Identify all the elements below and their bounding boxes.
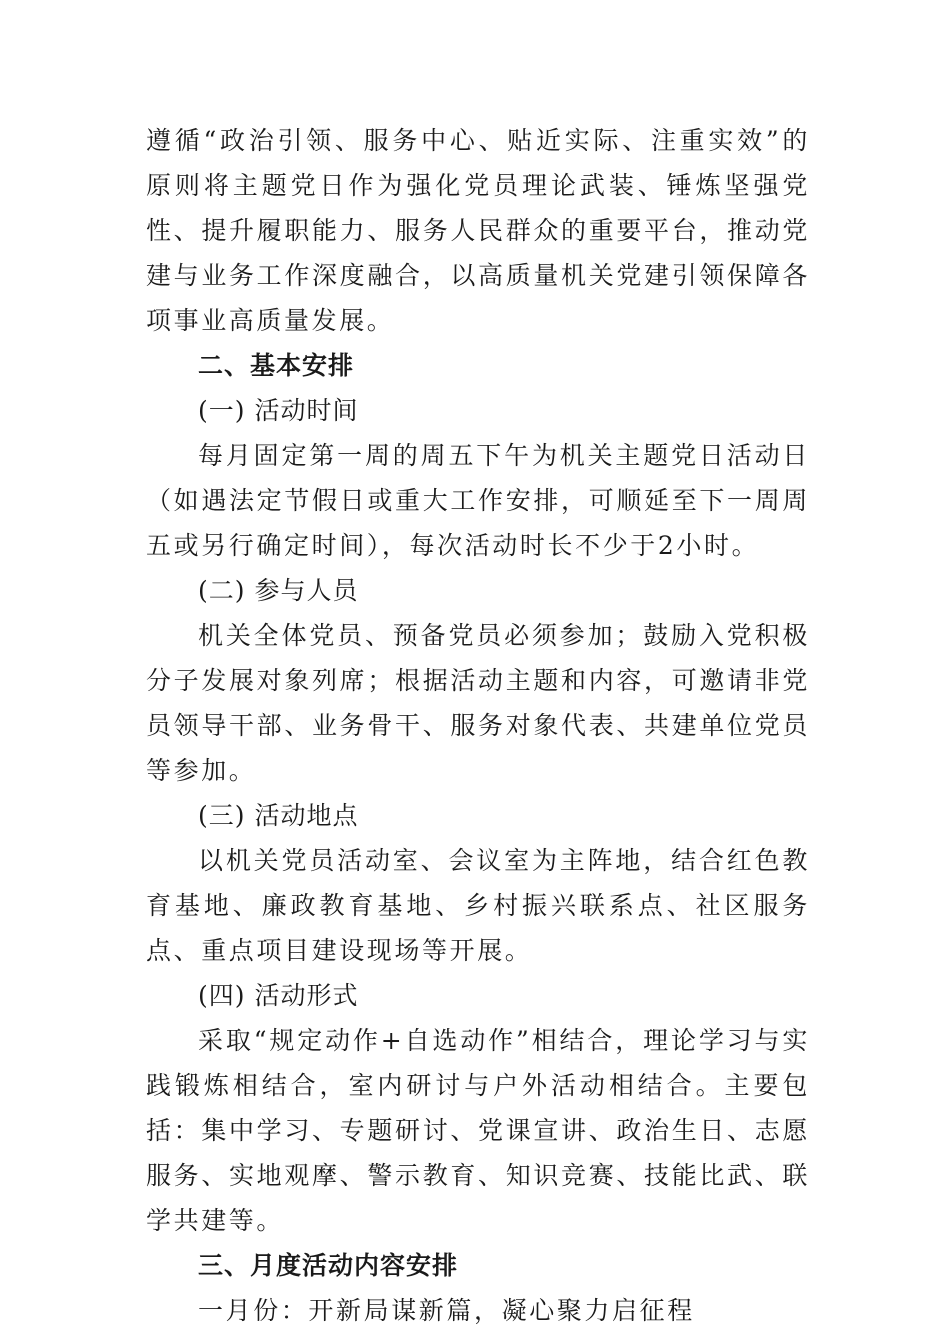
subsection-title-activity-time: (一) 活动时间	[198, 396, 359, 425]
paragraph-activity-location: 以机关党员活动室、会议室为主阵地，结合红色教育基地、廉政教育基地、乡村振兴联系点、社区服务点、重点项目建设现场等开展。	[146, 846, 810, 965]
section-heading-basic-arrangement: 二、基本安排	[198, 351, 355, 380]
subsection-title-participants: (二) 参与人员	[198, 576, 359, 605]
paragraph-participants: 机关全体党员、预备党员必须参加；鼓励入党积极分子发展对象列席；根据活动主题和内容，可邀请非党员领导干部、业务骨干、服务对象代表、共建单位党员等参加。	[146, 621, 810, 785]
paragraph-january: 一月份：开新局谋新篇，凝心聚力启征程	[198, 1296, 695, 1325]
document-body	[146, 118, 810, 1333]
subsection-title-activity-form: (四) 活动形式	[198, 981, 359, 1010]
intro-paragraph: 遵循“政治引领、服务中心、贴近实际、注重实效”的原则将主题党日作为强化党员理论武装、锤炼坚强党性、提升履职能力、服务人民群众的重要平台，推动党建与业务工作深度融合，以高质量机关党建引领保障各项事业高质量发展。	[146, 126, 810, 335]
paragraph-activity-form: 采取“规定动作+自选动作”相结合，理论学习与实践锻炼相结合，室内研讨与户外活动相结合。主要包括：集中学习、专题研讨、党课宣讲、政治生日、志愿服务、实地观摩、警示教育、知识竞赛、技能比武、联学共建等。	[146, 1026, 810, 1235]
section-heading-monthly-arrangement: 三、月度活动内容安排	[198, 1251, 459, 1280]
paragraph-activity-time: 每月固定第一周的周五下午为机关主题党日活动日（如遇法定节假日或重大工作安排，可顺延至下一周周五或另行确定时间），每次活动时长不少于2小时。	[146, 441, 810, 560]
subsection-title-activity-location: (三) 活动地点	[198, 801, 359, 830]
